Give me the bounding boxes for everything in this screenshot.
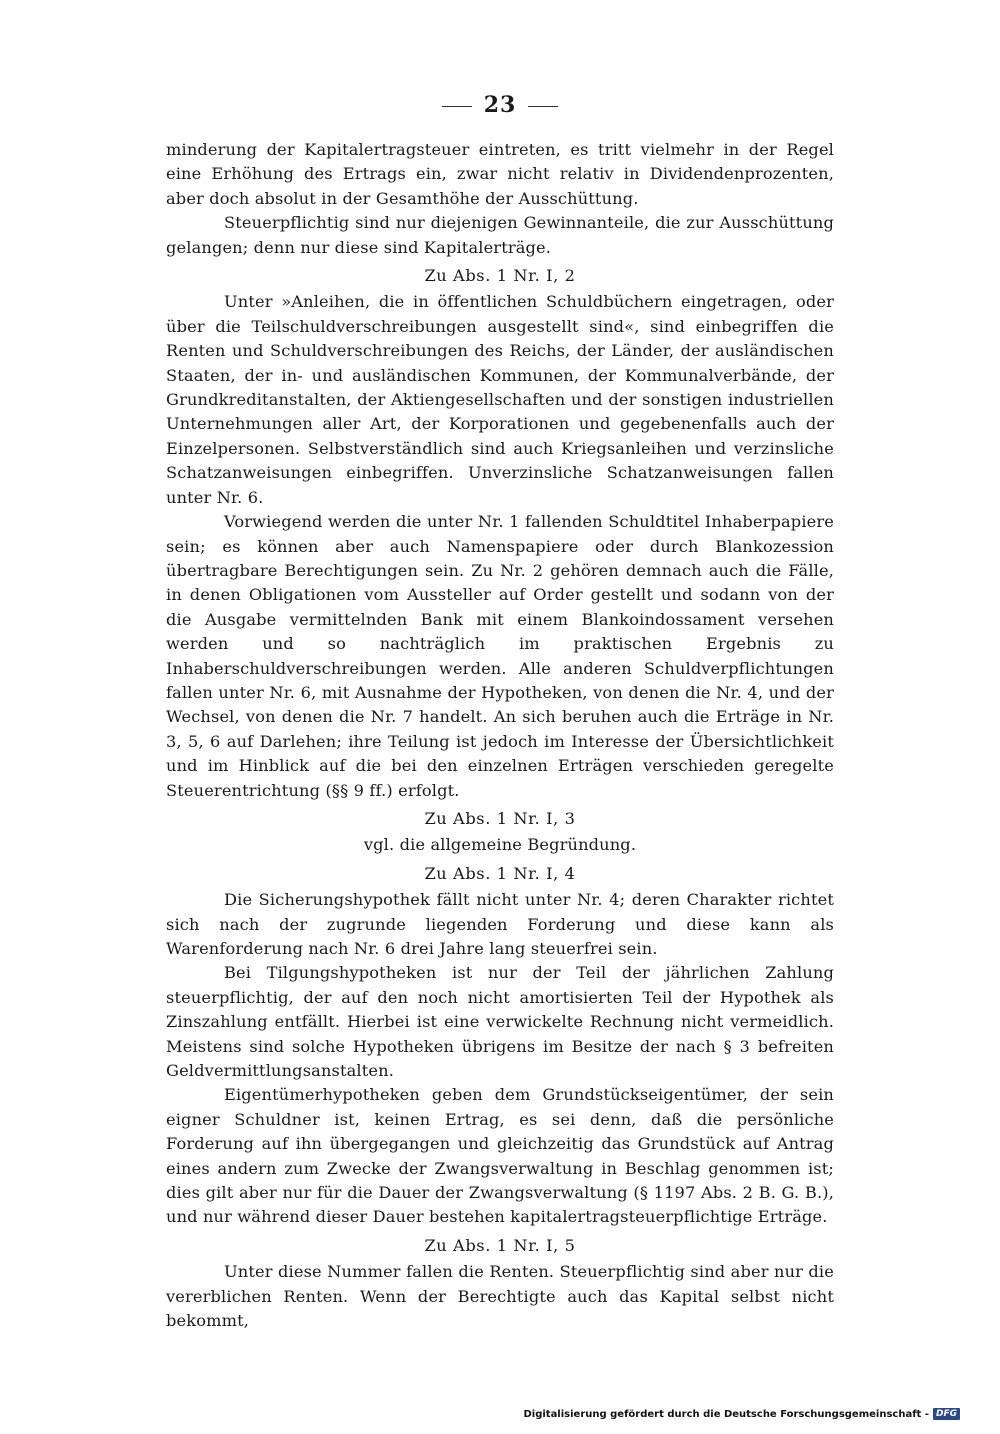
digitization-credit bbox=[523, 1408, 960, 1420]
section-heading: Zu Abs. 1 Nr. I, 5 bbox=[424, 1235, 576, 1255]
digitization-credit-text: Digitalisierung gefördert durch die Deutsche Forschungsgemeinschaft - bbox=[523, 1408, 929, 1420]
section-heading: Zu Abs. 1 Nr. I, 4 bbox=[424, 863, 576, 883]
section-heading: Zu Abs. 1 Nr. I, 3 bbox=[424, 808, 576, 828]
dfg-logo-icon: DFG bbox=[933, 1408, 960, 1420]
paragraph: Eigentümerhypotheken geben dem Grundstückseigentümer, der sein eigner Schuldner ist, keinen Ertrag, es sei denn, daß die persönliche Forderung auf ihn übergegangen und gleichzeitig das Grundstück auf Antrag eines andern zum Zwecke der Zwangsverwaltung in Beschlag genommen ist; dies gilt aber nur für die Dauer der Zwangsverwaltung (§ 1197 Abs. 2 B. G. B.), und nur während dieser Dauer bestehen kapitalertragsteuerpflichtige Erträge. bbox=[166, 1085, 834, 1227]
paragraph: minderung der Kapitalertragsteuer eintreten, es tritt vielmehr in der Regel eine Erhöhung des Ertrags ein, zwar nicht relativ in Dividendenprozenten, aber doch absolut in der Gesamthöhe der Ausschüttung. bbox=[166, 140, 834, 208]
page-number-text: 23 bbox=[483, 92, 517, 118]
body-text bbox=[166, 138, 834, 1334]
paragraph: Bei Tilgungshypotheken ist nur der Teil der jährlichen Zahlung steuerpflichtig, der auf den noch nicht amortisierten Teil der Hypothek als Zinszahlung entfällt. Hierbei ist eine verwickelte Rechnung nicht vermeidlich. Meistens sind solche Hypotheken übrigens im Besitze der nach § 3 befreiten Geldvermittlungsanstalten. bbox=[166, 963, 834, 1081]
paragraph: Steuerpflichtig sind nur diejenigen Gewinnanteile, die zur Ausschüttung gelangen; denn nur diese sind Kapitalerträge. bbox=[166, 213, 834, 257]
page-number bbox=[0, 92, 1000, 118]
paragraph: Die Sicherungshypothek fällt nicht unter Nr. 4; deren Charakter richtet sich nach der zugrunde liegenden Forderung und diese kann als Warenforderung nach Nr. 6 drei Jahre lang steuerfrei sein. bbox=[166, 890, 834, 958]
paragraph: Unter »Anleihen, die in öffentlichen Schuldbüchern eingetragen, oder über die Teilschuldverschreibungen ausgestellt sind«, sind einbegriffen die Renten und Schuldverschreibungen des Reichs, der Länder, der ausländischen Staaten, der in- und ausländischen Kommunen, der Kommunalverbände, der Grundkreditanstalten, der Aktiengesellschaften und der sonstigen industriellen Unternehmungen aller Art, der Korporationen und gegebenenfalls auch der Einzelpersonen. Selbstverständlich sind auch Kriegsanleihen und verzinsliche Schatzanweisungen einbegriffen. Unverzinsliche Schatzanweisungen fallen unter Nr. 6. bbox=[166, 292, 834, 507]
section-heading: Zu Abs. 1 Nr. I, 2 bbox=[424, 266, 576, 286]
page-number-dash-right bbox=[528, 106, 558, 107]
section-subheading: vgl. die allgemeine Begründung. bbox=[363, 835, 637, 855]
paragraph: Unter diese Nummer fallen die Renten. Steuerpflichtig sind aber nur die vererblichen Renten. Wenn der Berechtigte auch das Kapital selbst nicht bekommt, bbox=[166, 1262, 834, 1331]
page-number-dash-left bbox=[442, 106, 472, 107]
paragraph: Vorwiegend werden die unter Nr. 1 fallenden Schuldtitel Inhaberpapiere sein; es können aber auch Namenspapiere oder durch Blankozession übertragbare Berechtigungen sein. Zu Nr. 2 gehören demnach auch die Fälle, in denen Obligationen vom Aussteller auf Order gestellt und sodann von der die Ausgabe vermittelnden Bank mit einem Blankoindossament versehen werden und so nachträglich im praktischen Ergebnis zu Inhaberschuldverschreibungen werden. Alle anderen Schuldverpflichtungen fallen unter Nr. 6, mit Ausnahme der Hypotheken, von denen die Nr. 4, und der Wechsel, von denen die Nr. 7 handelt. An sich beruhen auch die Erträge in Nr. 3, 5, 6 auf Darlehen; ihre Teilung ist jedoch im Interesse der Übersichtlichkeit und im Hinblick auf die bei den einzelnen Erträgen verschieden geregelte Steuerentrichtung (§§ 9 ff.) erfolgt. bbox=[166, 512, 834, 800]
